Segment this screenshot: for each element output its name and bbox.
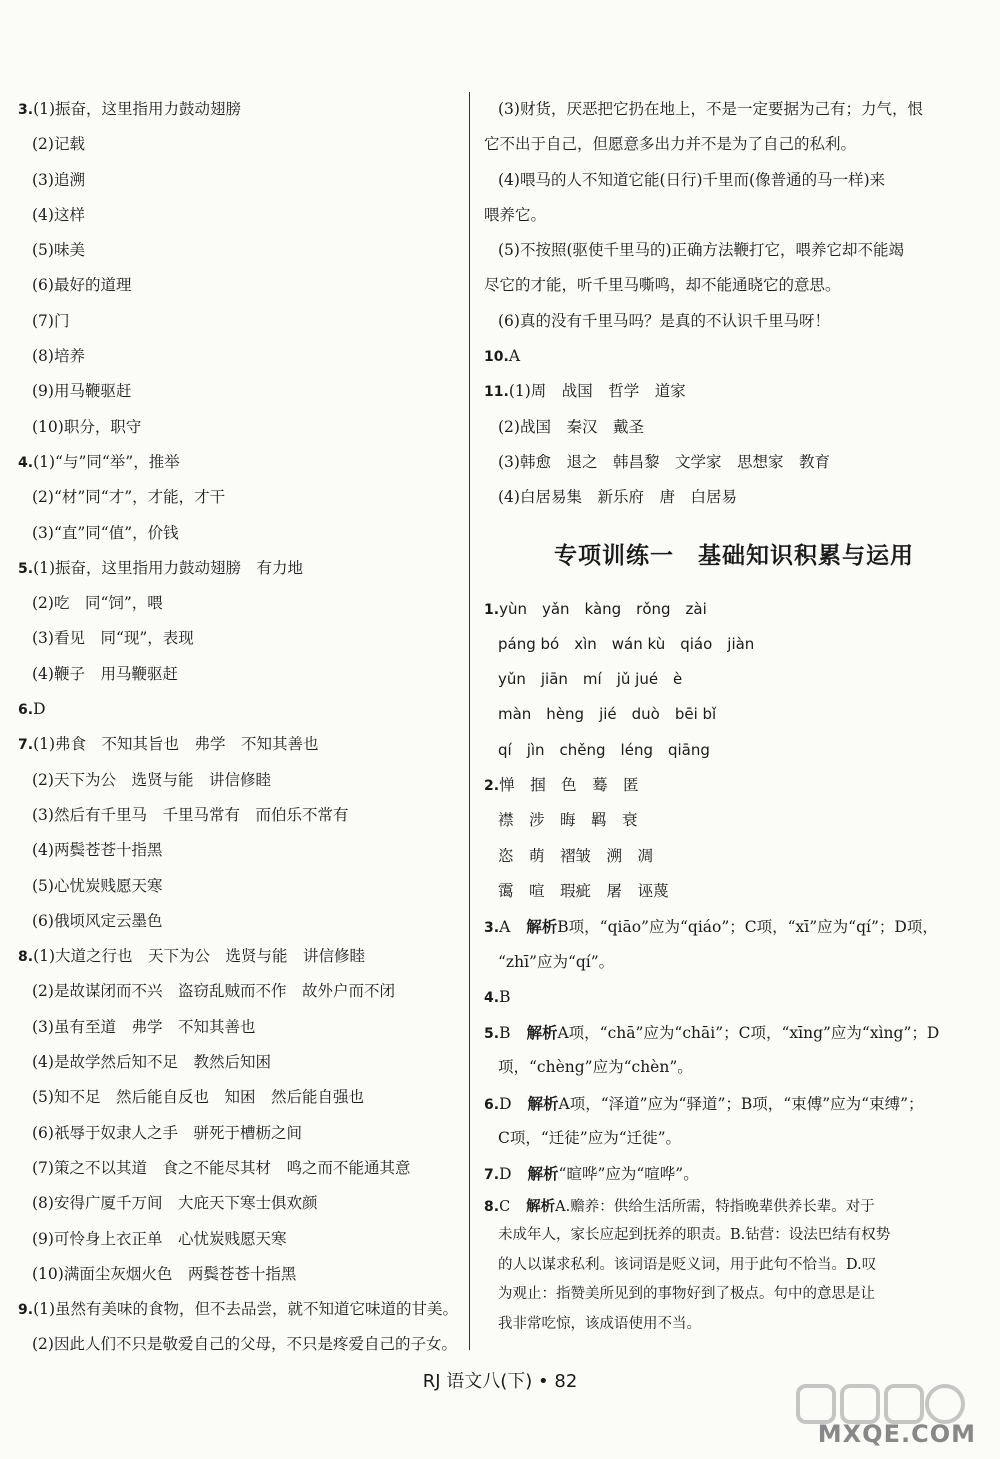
answer-text: (10)职分，职守 [32, 417, 142, 436]
answer-text: (5)知不足 然后能自反也 知困 然后能自强也 [32, 1088, 364, 1107]
answer-text: (3)财货，厌恶把它扔在地上，不是一定要据为己有；力气，恨 [498, 100, 923, 118]
answer-text: (8)安得广厦千万间 大庇天下寒士俱欢颜 [32, 1194, 318, 1213]
answer-line [484, 1086, 984, 1121]
answer-line [18, 657, 458, 692]
answer-text: A [499, 918, 511, 937]
answer-line [18, 621, 458, 656]
answer-line [484, 909, 984, 944]
right-column [484, 92, 984, 1339]
watermark-text: MXQE.COM [817, 1420, 976, 1448]
answer-line [484, 627, 984, 662]
answer-line [18, 869, 458, 904]
answer-line [484, 480, 984, 515]
answer-line [484, 304, 984, 339]
answer-text: páng bó xìn wán kù qiáo jiàn [498, 634, 755, 653]
answer-text: (3)追溯 [32, 170, 85, 189]
answer-text: (2)是故谋闭而不兴 盗窃乱贼而不作 故外户而不闭 [32, 982, 395, 1001]
left-column [18, 92, 458, 1363]
column-divider [469, 92, 470, 1350]
answer-text: (1)“与”同“举”，推举 [33, 452, 180, 471]
answer-text: (3)虽有至道 弗学 不知其善也 [32, 1017, 256, 1036]
answer-line [484, 445, 984, 480]
answer-text: (1)振奋，这里指用力鼓动翅膀 [33, 100, 242, 118]
answer-text: C项，“迁徒”应为“迁徙”。 [498, 1129, 682, 1148]
answer-line [18, 410, 458, 445]
answer-line [18, 974, 458, 1009]
answer-line [484, 733, 984, 768]
answer-text: (8)培养 [32, 347, 85, 366]
answer-text: (4)两鬓苍苍十指黑 [32, 841, 163, 860]
answer-line [484, 1251, 984, 1281]
answer-text: 惮 掴 色 蓦 匿 [499, 776, 639, 795]
answer-text: 霭 喧 瑕疵 屠 诬蔑 [498, 881, 669, 900]
answer-line [484, 1280, 984, 1310]
question-number: 11. [484, 384, 509, 401]
answer-line [18, 1222, 458, 1257]
answer-text: (4)是故学然后知不足 教然后知困 [32, 1053, 271, 1072]
answer-line [18, 1116, 458, 1151]
answer-line [484, 945, 984, 980]
answer-line [18, 1151, 458, 1186]
answer-text: B [499, 987, 511, 1006]
answer-line [18, 92, 458, 127]
answer-line [18, 1080, 458, 1115]
answer-text: (1)弗食 不知其旨也 弗学 不知其善也 [33, 735, 319, 754]
answer-line [484, 374, 984, 409]
answer-text: (4)鞭子 用马鞭驱赶 [32, 664, 178, 683]
answer-text: D [499, 1094, 512, 1113]
section-title: 专项训练一 基础知识积累与运用 [554, 542, 914, 569]
answer-line [484, 768, 984, 803]
answer-text: (4)喂马的人不知道它能(日行)千里而(像普通的马一样)来 [498, 170, 886, 189]
answer-line [18, 692, 458, 727]
answer-text: (9)用马鞭驱赶 [32, 382, 132, 401]
answer-line [18, 268, 458, 303]
answer-line [18, 551, 458, 586]
answer-line [18, 163, 458, 198]
answer-text: (2)记载 [32, 135, 85, 154]
answer-line [484, 268, 984, 303]
answer-text: (1)周 战国 哲学 道家 [508, 382, 686, 401]
answer-text: (5)不按照(驱使千里马的)正确方法鞭打它，喂养它却不能竭 [498, 241, 905, 260]
answer-line [18, 233, 458, 268]
answer-line [18, 1257, 458, 1292]
answer-text: 尽它的才能，听千里马嘶鸣，却不能通晓它的意思。 [484, 276, 841, 295]
answer-line [484, 339, 984, 374]
question-number: 5. [18, 560, 34, 577]
answer-line [18, 1186, 458, 1221]
answer-line [18, 374, 458, 409]
answer-text: (7)门 [32, 311, 70, 330]
answer-text: (3)然后有千里马 千里马常有 而伯乐不常有 [32, 805, 349, 824]
answer-text: (6)祇辱于奴隶人之手 骈死于槽枥之间 [32, 1123, 302, 1142]
answer-line [18, 445, 458, 480]
question-number: 10. [484, 349, 509, 366]
answer-line [484, 592, 984, 627]
answer-text: qí jìn chěng léng qiāng [498, 740, 710, 759]
answer-text: 的人以谋求私利。该词语是贬义词，用于此句不恰当。D.叹 [498, 1256, 877, 1273]
question-number: 7. [484, 1167, 500, 1184]
answer-text: A [508, 347, 521, 366]
answer-text: 未成年人，家长应起到抚养的职责。B.钻营：设法巴结有权势 [498, 1227, 891, 1244]
answer-text: 项，“chèng”应为“chèn”。 [498, 1058, 693, 1077]
analysis-text: “暄哗”应为“喧哗”。 [558, 1165, 699, 1184]
answer-text: (1)虽然有美味的食物，但不去品尝，就不知道它味道的甘美。 [33, 1300, 458, 1319]
question-number: 6. [18, 702, 34, 719]
answer-text: (3)看见 同“现”，表现 [32, 629, 194, 648]
analysis-text: A.赡养：供给生活所需，特指晚辈供养长辈。对于 [555, 1198, 875, 1215]
answer-line [18, 1292, 458, 1327]
question-number: 2. [484, 778, 500, 795]
answer-text: yǔn jiān mí jǔ jué è [498, 670, 683, 689]
answer-line [18, 727, 458, 762]
question-number: 8. [18, 949, 34, 966]
analysis-label: 解析 [526, 1197, 556, 1215]
answer-line [484, 1221, 984, 1251]
answer-text: (5)味美 [32, 241, 85, 260]
answer-text: (2)“材”同“才”，才能，才干 [32, 488, 226, 507]
answer-text: (2)因此人们不只是敬爱自己的父母，不只是疼爱自己的子女。 [32, 1335, 457, 1354]
analysis-label: 解析 [526, 1023, 558, 1043]
answer-line [484, 198, 984, 233]
answer-text: (4)这样 [32, 205, 85, 224]
question-number: 9. [18, 1302, 34, 1319]
answer-line [18, 480, 458, 515]
answer-line [484, 1310, 984, 1340]
answer-line [18, 516, 458, 551]
question-number: 5. [484, 1026, 500, 1043]
right-top-answers [484, 92, 984, 516]
answer-line [484, 803, 984, 838]
answer-text: (4)白居易集 新乐府 唐 白居易 [498, 488, 737, 507]
answer-text: (2)吃 同“饲”，喂 [32, 594, 163, 613]
answer-line [484, 874, 984, 909]
analysis-label: 解析 [526, 917, 558, 937]
answer-text: (6)真的没有千里马吗？是真的不认识千里马呀！ [498, 311, 830, 330]
answer-line [484, 1050, 984, 1085]
answer-text: (6)最好的道理 [32, 276, 132, 295]
answer-line [484, 1192, 984, 1222]
question-number: 3. [18, 102, 34, 118]
question-number: 7. [18, 737, 34, 754]
answer-line [484, 127, 984, 162]
answer-text: (2)战国 秦汉 戴圣 [498, 417, 644, 436]
answer-text: (5)心忧炭贱愿天寒 [32, 876, 163, 895]
answer-line [484, 92, 984, 127]
answer-text: (6)俄顷风定云墨色 [32, 911, 163, 930]
answer-text: 为观止：指赞美所见到的事物好到了极点。句中的意思是让 [498, 1286, 875, 1303]
question-number: 6. [484, 1096, 500, 1113]
answer-line [18, 939, 458, 974]
answer-text: (3)韩愈 退之 韩昌黎 文学家 思想家 教育 [498, 452, 830, 471]
answer-line [18, 198, 458, 233]
answer-text: 我非常吃惊，该成语使用不当。 [498, 1315, 701, 1332]
answer-text: (7)策之不以其道 食之不能尽其材 鸣之而不能通其意 [32, 1158, 411, 1177]
answer-text: D [499, 1165, 512, 1184]
answer-line [484, 697, 984, 732]
answer-text: (3)“直”同“值”，价钱 [32, 523, 179, 542]
answer-line [18, 763, 458, 798]
answer-text: màn hèng jié duò bēi bǐ [498, 705, 717, 724]
right-bottom-answers [484, 592, 984, 1340]
answer-line [18, 304, 458, 339]
answer-text: 恣 萌 褶皱 溯 凋 [498, 846, 654, 865]
answer-line [484, 1015, 984, 1050]
answer-line [18, 586, 458, 621]
analysis-label: 解析 [527, 1093, 559, 1113]
answer-text: (1)振奋，这里指用力鼓动翅膀 有力地 [33, 558, 304, 577]
answer-text: B [499, 1024, 511, 1043]
page-footer: RJ 语文八(下) • 82 [422, 1371, 578, 1392]
answer-line [18, 1045, 458, 1080]
answer-text: 喂养它。 [484, 205, 547, 224]
answer-line [18, 833, 458, 868]
analysis-label: 解析 [527, 1164, 559, 1184]
answer-text: (9)可怜身上衣正单 心忧炭贱愿天寒 [32, 1229, 287, 1248]
answer-text: (10)满面尘灰烟火色 两鬓苍苍十指黑 [32, 1264, 297, 1283]
answer-line [18, 904, 458, 939]
answer-line [484, 410, 984, 445]
question-number: 1. [484, 601, 500, 618]
answer-text: 它不出于自己，但愿意多出力并不是为了自己的私利。 [484, 135, 857, 154]
answer-text: 襟 涉 晦 羁 衰 [498, 811, 638, 830]
answer-line [484, 233, 984, 268]
analysis-text: A项，“泽道”应为“驿道”；B项，“束傅”应为“束缚”； [558, 1094, 924, 1113]
answer-line [484, 839, 984, 874]
answer-line [18, 1327, 458, 1362]
question-number: 4. [484, 989, 500, 1006]
answer-text: yùn yǎn kàng rǒng zài [499, 599, 707, 618]
answer-text: C [499, 1198, 511, 1215]
analysis-text: B项，“qiāo”应为“qiáo”；C项，“xī”应为“qí”；D项， [557, 918, 938, 937]
answer-text: D [33, 700, 46, 719]
question-number: 4. [18, 454, 34, 471]
answer-text: “zhī”应为“qí”。 [498, 952, 615, 971]
answer-line [484, 1121, 984, 1156]
answer-line [484, 163, 984, 198]
analysis-text: A项，“chā”应为“chāi”；C项，“xīng”应为“xìng”；D [557, 1024, 940, 1043]
answer-line [484, 662, 984, 697]
question-number: 3. [484, 920, 500, 937]
answer-line [484, 980, 984, 1015]
answer-line [18, 798, 458, 833]
answer-text: (2)天下为公 选贤与能 讲信修睦 [32, 770, 271, 789]
answer-line [484, 1156, 984, 1191]
answer-line [18, 339, 458, 374]
question-number: 8. [484, 1198, 500, 1215]
answer-text: (1)大道之行也 天下为公 选贤与能 讲信修睦 [33, 947, 366, 966]
answer-line [18, 127, 458, 162]
answer-line [18, 1010, 458, 1045]
